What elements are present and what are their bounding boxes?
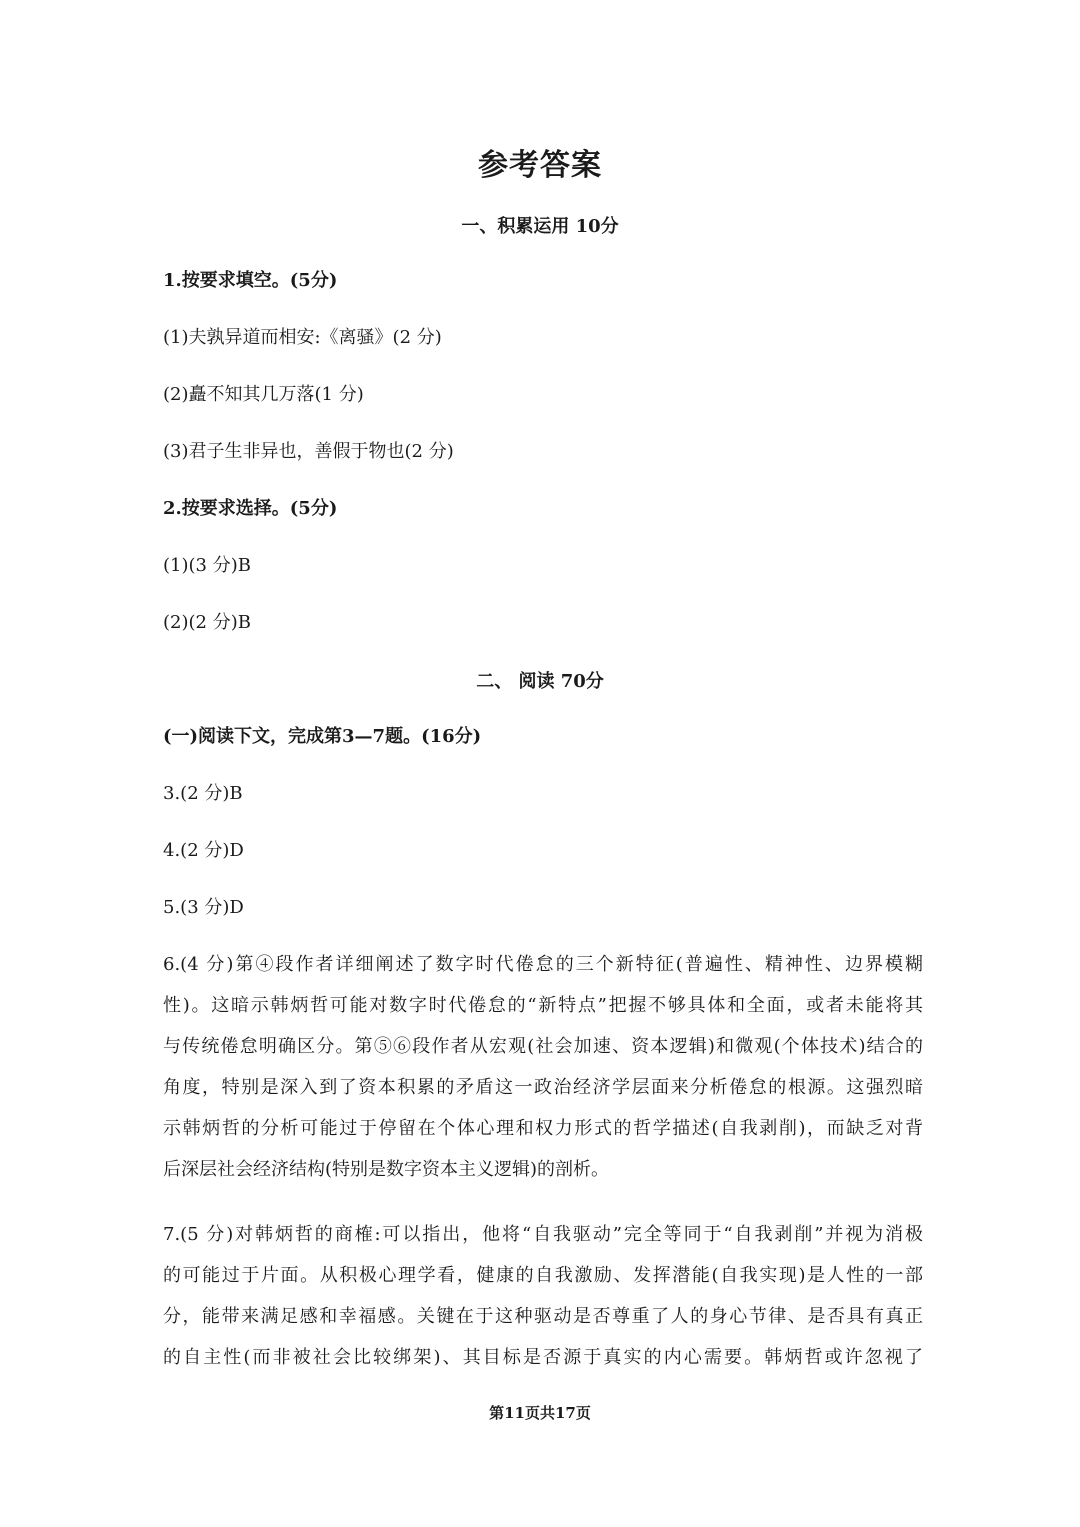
reading-1-heading: (一)阅读下文，完成第3—7题。(16分): [163, 726, 482, 747]
answer-7-line: 分，能带来满足感和幸福感。关键在于这种驱动是否尊重了人的身心节律、是否具有真正: [163, 1306, 923, 1327]
page-title: 参考答案: [478, 148, 602, 183]
answer-3: 3.(2 分)B: [163, 783, 243, 804]
section-heading-1: 一、积累运用 10分: [461, 216, 619, 237]
answer-6-paragraph: [163, 944, 923, 1190]
answer-6-line: 后深层社会经济结构(特别是数字资本主义逻辑)的剖析。: [163, 1159, 610, 1180]
question-2-heading: 2.按要求选择。(5分): [163, 498, 338, 519]
answer-6-line: 角度，特别是深入到了资本积累的矛盾这一政治经济学层面来分析倦怠的根源。这强烈暗: [163, 1077, 923, 1098]
question-2-answer-1: (1)(3 分)B: [163, 555, 251, 576]
question-1-answer-2: (2)矗不知其几万落(1 分): [163, 384, 364, 405]
answer-6-line: 性)。这暗示韩炳哲可能对数字时代倦怠的“新特点”把握不够具体和全面，或者未能将其: [163, 995, 923, 1016]
section-heading-2: 二、 阅读 70分: [476, 671, 604, 692]
answer-5: 5.(3 分)D: [163, 897, 244, 918]
answer-7-line: 的可能过于片面。从积极心理学看，健康的自我激励、发挥潜能(自我实现)是人性的一部: [163, 1265, 923, 1286]
question-1-heading: 1.按要求填空。(5分): [163, 270, 338, 291]
answer-6-line: 与传统倦怠明确区分。第⑤⑥段作者从宏观(社会加速、资本逻辑)和微观(个体技术)结合的: [163, 1036, 923, 1057]
answer-6-line: 6.(4 分)第④段作者详细阐述了数字时代倦怠的三个新特征(普遍性、精神性、边界模糊: [163, 954, 923, 975]
answer-6-line: 示韩炳哲的分析可能过于停留在个体心理和权力形式的哲学描述(自我剥削)，而缺乏对背: [163, 1118, 923, 1139]
question-1-answer-1: (1)夫孰异道而相安:《离骚》(2 分): [163, 327, 442, 348]
answer-7-line: 的自主性(而非被社会比较绑架)、其目标是否源于真实的内心需要。韩炳哲或许忽视了: [163, 1347, 923, 1368]
answer-7-line: 7.(5 分)对韩炳哲的商榷:可以指出，他将“自我驱动”完全等同于“自我剥削”并视为消极: [163, 1224, 923, 1245]
page-footer: 第11页共17页: [489, 1404, 591, 1422]
question-2-answer-2: (2)(2 分)B: [163, 612, 251, 633]
answer-4: 4.(2 分)D: [163, 840, 244, 861]
question-1-answer-3: (3)君子生非异也，善假于物也(2 分): [163, 441, 454, 462]
answer-7-paragraph: [163, 1214, 923, 1378]
